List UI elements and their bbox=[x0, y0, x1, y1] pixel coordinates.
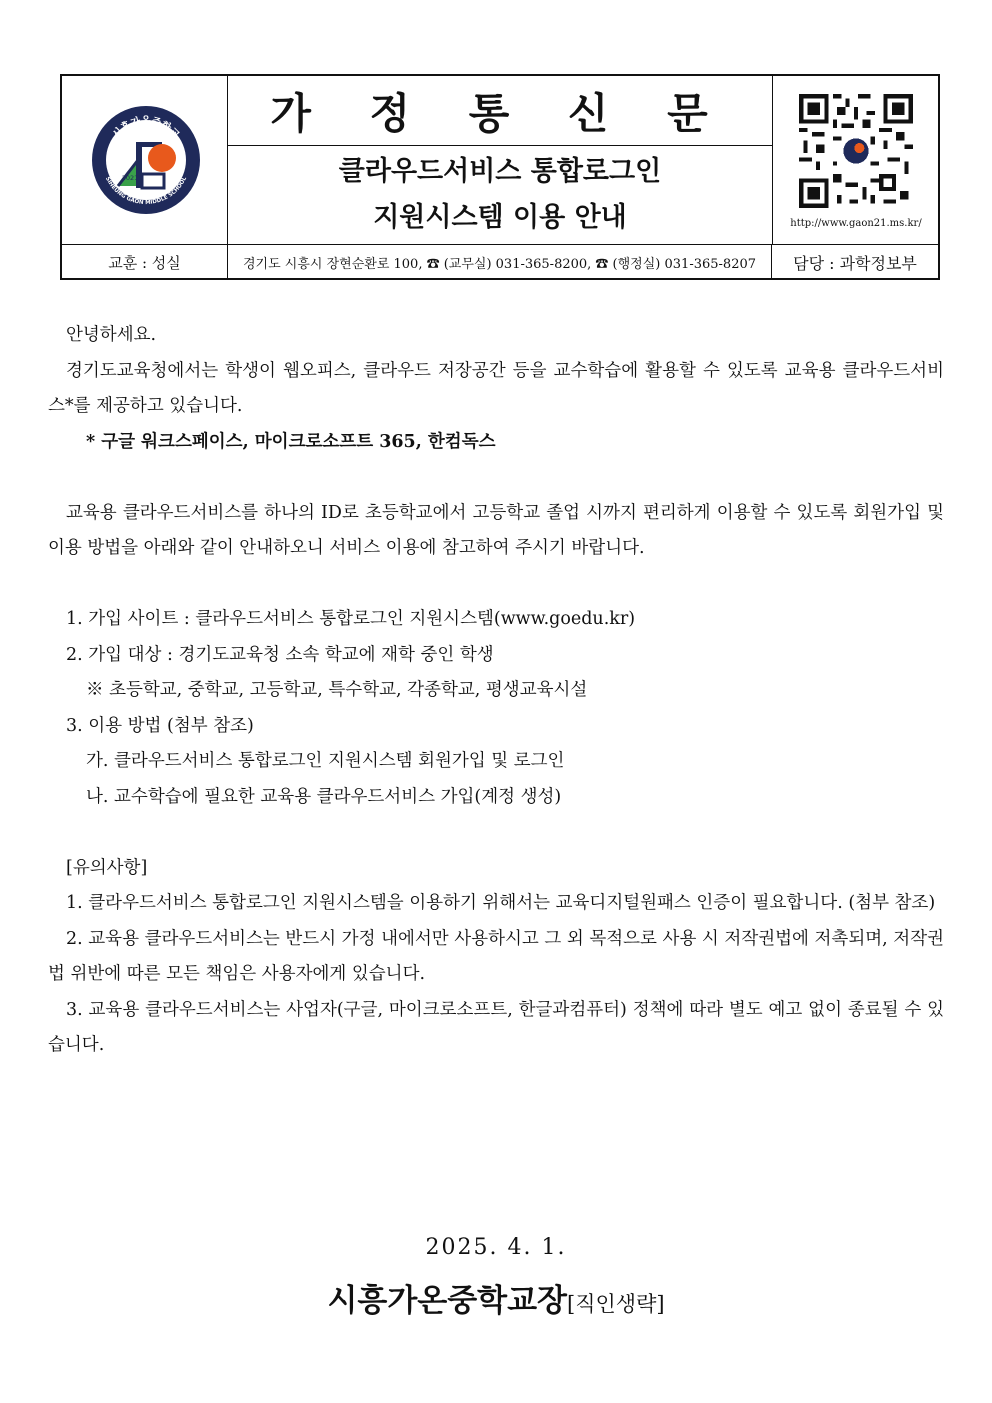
issue-date: 2025. 4. 1. bbox=[425, 1235, 567, 1260]
note-item: 1. 클라우드서비스 통합로그인 지원시스템을 이용하기 위해서는 교육디지털원패스 인증이 필요합니다. (첨부 참조) bbox=[66, 893, 936, 913]
list-item: 1. 가입 사이트 : 클라우드서비스 통합로그인 지원시스템(www.goedu.kr) bbox=[66, 609, 636, 629]
header-table bbox=[60, 74, 940, 280]
qr-cell bbox=[772, 76, 938, 244]
greeting: 안녕하세요. bbox=[66, 325, 157, 345]
footnote: * 구글 워크스페이스, 마이크로소프트 365, 한컴독스 bbox=[86, 431, 496, 452]
list-item: 가. 클라우드서비스 통합로그인 지원시스템 회원가입 및 로그인 bbox=[86, 751, 565, 771]
paragraph-2: 교육용 클라우드서비스를 하나의 ID로 초등학교에서 고등학교 졸업 시까지 편리하게 이용할 수 있도록 회원가입 및 이용 방법을 아래와 같이 안내하오니 서비스 이용에 참고하여 주시기 바랍니다. bbox=[48, 502, 944, 558]
subtitle bbox=[228, 146, 772, 244]
logo-cell bbox=[62, 76, 228, 244]
school-address: 경기도 시흥시 장현순환로 100, ☎ (교무실) 031-365-8200, ☎ (행정실) 031-365-8207 bbox=[228, 245, 772, 279]
subtitle-line-2: 지원시스템 이용 안내 bbox=[373, 202, 627, 233]
logo-year: 2021 bbox=[121, 174, 139, 182]
page-title: 가 정 통 신 문 bbox=[228, 76, 772, 146]
school-motto: 교훈 : 성실 bbox=[62, 245, 228, 279]
list-item: 3. 이용 방법 (첨부 참조) bbox=[66, 715, 254, 736]
school-logo bbox=[90, 98, 202, 220]
paragraph-1: 경기도교육청에서는 학생이 웹오피스, 클라우드 저장공간 등을 교수학습에 활용할 수 있도록 교육용 클라우드서비스*를 제공하고 있습니다. bbox=[48, 360, 944, 416]
list-item: 2. 가입 대상 : 경기도교육청 소속 학교에 재학 중인 학생 bbox=[66, 644, 494, 665]
note-item: 3. 교육용 클라우드서비스는 사업자(구글, 마이크로소프트, 한글과컴퓨터) 정책에 따라 별도 예고 없이 종료될 수 있습니다. bbox=[48, 999, 944, 1055]
notes-heading: [유의사항] bbox=[66, 857, 148, 878]
logo-arc-top: 시흥가온중학교 bbox=[110, 116, 182, 141]
note-item: 2. 교육용 클라우드서비스는 반드시 가정 내에서만 사용하시고 그 외 목적으로 사용 시 저작권법에 저촉되며, 저작권법 위반에 따른 모든 책임은 사용자에게 있습니다. bbox=[48, 928, 944, 984]
signer-name: 시흥가온중학교장 bbox=[327, 1283, 568, 1319]
seal-note: [직인생략] bbox=[567, 1292, 665, 1316]
logo-arc-bottom: SIHEUNG GAON MIDDLE SCHOOL bbox=[103, 176, 189, 207]
department: 담당 : 과학정보부 bbox=[793, 253, 917, 273]
header-info-row bbox=[62, 244, 938, 278]
subtitle-line-1: 클라우드서비스 통합로그인 bbox=[338, 156, 662, 187]
letter-body bbox=[48, 318, 944, 1064]
list-item: ※ 초등학교, 중학교, 고등학교, 특수학교, 각종학교, 평생교육시설 bbox=[86, 680, 588, 700]
qr-url[interactable]: http://www.gaon21.ms.kr/ bbox=[790, 218, 922, 229]
signer bbox=[0, 1275, 992, 1320]
qr-code[interactable] bbox=[795, 90, 917, 212]
list-item: 나. 교수학습에 필요한 교육용 클라우드서비스 가입(계정 생성) bbox=[86, 786, 562, 807]
